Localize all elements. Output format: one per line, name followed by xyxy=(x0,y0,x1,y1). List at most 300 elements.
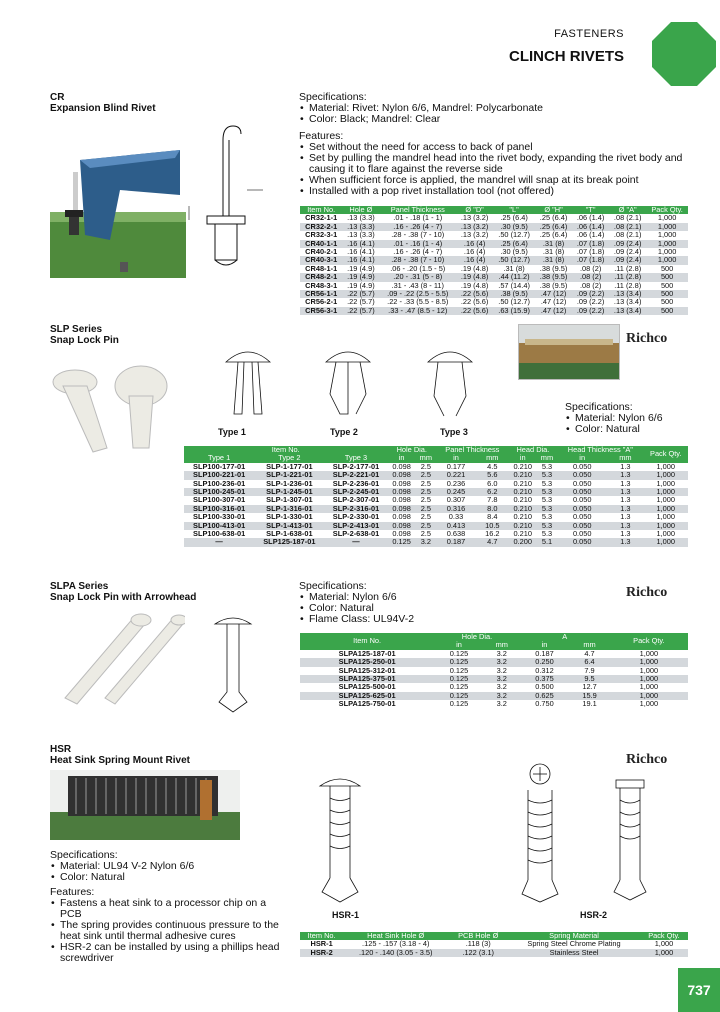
table-cell: SLP-2-316-01 xyxy=(324,505,387,513)
slp-sub-mm: mm xyxy=(537,454,557,462)
table-cell: .01 - .16 (1 - 4) xyxy=(379,240,456,248)
table-cell: 5.3 xyxy=(537,505,557,513)
table-cell: .30 (9.5) xyxy=(500,247,528,257)
table-cell: 0.098 xyxy=(392,512,411,522)
table-cell: .31 (8) xyxy=(503,263,525,273)
table-cell: SLP100-638-01 xyxy=(193,529,246,539)
table-cell: 1.3 xyxy=(607,505,643,513)
table-cell: .06 (1.4) xyxy=(572,223,609,231)
table-cell: SLPA125-187-01 xyxy=(338,648,396,658)
hsr-feature-2: • The spring provides continuous pressure to the heat sink until thermal adhesive cures xyxy=(60,920,290,942)
table-cell: SLP100-307-01 xyxy=(193,495,246,505)
page-title: CLINCH RIVETS xyxy=(508,48,624,65)
table-cell: 0.187 xyxy=(535,648,554,658)
table-cell: 3.2 xyxy=(496,665,507,675)
table-cell: .47 (12) xyxy=(535,290,572,298)
table-cell: 1.3 xyxy=(620,529,631,539)
table-cell: CR32-3-1 xyxy=(305,230,338,240)
table-cell: 0.098 xyxy=(388,488,416,496)
table-cell: SLP125-187-01 xyxy=(254,538,324,546)
table-cell: 0.625 xyxy=(520,692,570,700)
cr-th-t: "T" xyxy=(572,206,609,214)
table-cell: .22 (5.7) xyxy=(342,290,379,298)
table-row xyxy=(184,496,688,504)
table-cell: 0.050 xyxy=(557,471,607,479)
slpa-specifications xyxy=(299,581,599,625)
table-cell: 3.2 xyxy=(484,692,520,700)
table-cell: 500 xyxy=(646,307,688,315)
table-cell: SLP-2-330-01 xyxy=(332,512,380,522)
table-cell: 0.050 xyxy=(572,529,592,539)
hsr2-caption: HSR-2 xyxy=(580,910,608,920)
table-cell: CR40-2-1 xyxy=(305,247,338,257)
slp-code: SLP Series xyxy=(50,324,103,335)
table-cell: CR32-1-1 xyxy=(305,213,338,223)
hsr-richco-logo: Richco xyxy=(626,752,668,767)
table-cell: 0.050 xyxy=(572,461,592,471)
table-cell: 0.098 xyxy=(392,529,411,539)
table-cell: SLP-1-245-01 xyxy=(254,488,324,496)
table-cell: .50 (12.7) xyxy=(493,256,535,264)
table-cell: SLP100-413-01 xyxy=(184,522,254,530)
table-cell: 1,000 xyxy=(656,478,676,488)
table-cell: .19 (4.9) xyxy=(342,273,379,281)
page-number: 737 xyxy=(678,968,720,1012)
table-cell: 6.0 xyxy=(487,478,498,488)
table-cell: SLP-2-221-01 xyxy=(324,471,387,479)
slp-sub-in: in xyxy=(388,454,416,462)
slpa-sub-mm: mm xyxy=(484,641,520,649)
table-cell: .11 (2.8) xyxy=(609,273,646,281)
table-cell: SLP-1-236-01 xyxy=(266,478,313,488)
table-cell: 12.7 xyxy=(582,682,597,692)
table-cell: .08 (2) xyxy=(579,280,602,290)
slp-sub-in: in xyxy=(436,454,476,462)
table-cell: 0.050 xyxy=(572,478,592,488)
slpa-th-hole: Hole Dia. xyxy=(434,633,520,641)
table-cell: .09 (2.2) xyxy=(576,297,605,307)
table-cell: .19 (4.8) xyxy=(460,263,489,273)
table-cell: 1,000 xyxy=(644,488,688,496)
table-cell: 1.3 xyxy=(607,488,643,496)
cr-th-l: "L" xyxy=(493,206,535,214)
table-cell: 9.5 xyxy=(569,675,609,683)
table-cell: 0.098 xyxy=(392,495,411,505)
table-cell: .33 - .47 (8.5 - 12) xyxy=(379,307,456,315)
hsr-th-pack: Pack Qty. xyxy=(640,932,688,940)
table-cell: .28 - .38 (7 - 10) xyxy=(379,256,456,264)
table-cell: 0.200 xyxy=(509,538,537,546)
table-row xyxy=(300,700,688,708)
table-cell: SLP-2-245-01 xyxy=(324,488,387,496)
table-cell: — xyxy=(184,538,254,546)
table-cell: 0.050 xyxy=(572,495,592,505)
table-cell: SLP100-316-01 xyxy=(184,505,254,513)
table-cell: 0.210 xyxy=(513,512,532,522)
slpa-th-a: A xyxy=(520,633,610,641)
table-cell: .16 (4) xyxy=(456,240,493,248)
slp-table xyxy=(184,446,688,547)
hsr-features-list xyxy=(50,898,290,964)
hsr-spec-color: • Color: Natural xyxy=(60,872,290,883)
table-cell: .13 (3.2) xyxy=(460,213,489,223)
slp-th-item: Item No. xyxy=(184,446,388,454)
table-cell: 0.245 xyxy=(436,488,476,496)
table-cell: .120 - .140 (3.05 - 3.5) xyxy=(343,949,448,957)
table-cell: .13 (3.3) xyxy=(347,230,375,240)
table-cell: CR56-2-1 xyxy=(305,297,338,307)
slp-installed-photo xyxy=(518,324,620,380)
table-cell: 1.3 xyxy=(620,512,631,522)
table-row xyxy=(184,488,688,496)
table-cell: 0.312 xyxy=(535,665,554,675)
slp-product-photo xyxy=(45,356,175,456)
table-cell: .25 (6.4) xyxy=(535,223,572,231)
table-cell: 3.2 xyxy=(484,658,520,666)
table-cell: .22 (5.7) xyxy=(342,307,379,315)
table-cell: .47 (12) xyxy=(535,307,572,315)
hsr-table-body xyxy=(300,940,688,957)
table-cell: 0.638 xyxy=(446,529,466,539)
table-cell: .25 (6.4) xyxy=(539,213,568,223)
slp-spec-list xyxy=(565,413,705,435)
table-cell: .22 (5.7) xyxy=(347,297,375,307)
table-cell: 5.3 xyxy=(537,471,557,479)
table-cell: 0.098 xyxy=(392,478,411,488)
table-cell: CR48-3-1 xyxy=(305,280,338,290)
table-cell: 0.125 xyxy=(449,648,469,658)
table-cell: .118 (3) xyxy=(465,939,491,949)
slp-spec-material: • Material: Nylon 6/6 xyxy=(575,413,705,424)
table-cell: SLP100-245-01 xyxy=(184,488,254,496)
table-row xyxy=(184,522,688,530)
table-cell: 2.5 xyxy=(420,478,431,488)
table-cell: 1,000 xyxy=(654,939,674,949)
slp-sub-in: in xyxy=(557,454,607,462)
table-cell: 1,000 xyxy=(656,461,676,471)
table-cell: .30 (9.5) xyxy=(493,223,535,231)
table-cell: CR40-3-1 xyxy=(300,256,342,264)
table-row xyxy=(300,949,688,957)
table-cell: .13 (3.2) xyxy=(456,223,493,231)
slpa-sub-mm: mm xyxy=(569,641,609,649)
slp-spec-color: • Color: Natural xyxy=(575,424,705,435)
table-cell: .125 - .157 (3.18 - 4) xyxy=(362,939,430,949)
table-cell: .16 (4.1) xyxy=(342,240,379,248)
hsr-feature-1: • Fastens a heat sink to a processor chip on a PCB xyxy=(60,898,290,920)
table-cell: .07 (1.8) xyxy=(572,240,609,248)
table-cell: SLP-2-177-01 xyxy=(332,461,380,471)
hsr-spec-heading: Specifications: xyxy=(50,849,118,861)
table-cell: 0.210 xyxy=(509,522,537,530)
table-cell: .16 (4.1) xyxy=(347,247,375,257)
table-cell: .09 (2.4) xyxy=(609,240,646,248)
table-cell: 1,000 xyxy=(639,648,659,658)
hsr-features-heading: Features: xyxy=(50,886,95,898)
table-cell: .19 (4.8) xyxy=(460,280,489,290)
table-cell: 1.3 xyxy=(620,461,631,471)
hsr-spec-material: • Material: UL94 V-2 Nylon 6/6 xyxy=(60,861,290,872)
table-cell: 16.2 xyxy=(485,529,500,539)
table-cell: 5.3 xyxy=(541,495,553,505)
table-cell: 0.098 xyxy=(388,522,416,530)
hsr-table xyxy=(300,932,688,957)
cr-features-heading: Features: xyxy=(299,130,344,142)
table-cell: 1,000 xyxy=(657,213,677,223)
table-cell: .47 (12) xyxy=(540,297,567,307)
table-cell: 1,000 xyxy=(656,529,676,539)
hsr-specifications xyxy=(50,850,290,964)
table-cell: SLPA125-625-01 xyxy=(300,692,434,700)
cr-spec-heading: Specifications: xyxy=(299,91,367,103)
slp-type2-caption: Type 2 xyxy=(330,427,358,437)
table-cell: 7.8 xyxy=(487,495,498,505)
table-cell: 6.2 xyxy=(476,488,509,496)
table-cell: 1,000 xyxy=(644,538,688,546)
table-cell: 1.3 xyxy=(607,522,643,530)
table-cell: CR56-3-1 xyxy=(300,307,342,315)
table-cell: 0.316 xyxy=(436,505,476,513)
table-cell: .01 - .18 (1 - 1) xyxy=(393,213,443,223)
table-cell: .08 (2.1) xyxy=(609,223,646,231)
table-cell: 0.050 xyxy=(572,512,592,522)
cr-feature-1: • Set without the need for access to back of panel xyxy=(309,142,689,153)
table-cell: 1,000 xyxy=(646,256,688,264)
table-cell: .06 (1.4) xyxy=(576,230,605,240)
table-row xyxy=(184,505,688,513)
slp-type3-caption: Type 3 xyxy=(440,427,468,437)
table-cell: .07 (1.8) xyxy=(572,256,609,264)
table-cell: .08 (2) xyxy=(579,263,602,273)
slpa-richco-logo: Richco xyxy=(626,585,668,600)
table-cell: Spring Steel Chrome Plating xyxy=(527,939,621,949)
hsr1-technical-drawing xyxy=(300,768,420,913)
hsr-code: HSR xyxy=(50,744,72,755)
slp-th-headthk: Head Thickness "A" xyxy=(557,446,643,454)
table-cell: 1,000 xyxy=(644,505,688,513)
table-cell: .13 (3.3) xyxy=(342,223,379,231)
table-cell: .13 (3.3) xyxy=(347,213,375,223)
table-cell: 2.5 xyxy=(420,512,431,522)
slp-title: Snap Lock Pin xyxy=(50,335,119,346)
table-cell: 0.210 xyxy=(509,505,537,513)
table-cell: 500 xyxy=(660,263,674,273)
table-cell: 1,000 xyxy=(644,471,688,479)
table-cell: .09 (2.2) xyxy=(572,307,609,315)
table-cell: .06 - .20 (1.5 - 5) xyxy=(390,263,446,273)
table-cell: .16 - .26 (4 - 7) xyxy=(379,223,456,231)
table-cell: 0.050 xyxy=(557,538,607,546)
table-cell: 6.4 xyxy=(569,658,609,666)
table-cell: 5.3 xyxy=(541,529,553,539)
slp-sub-mm: mm xyxy=(476,454,509,462)
cr-specifications xyxy=(299,92,689,197)
table-cell: .09 (2.4) xyxy=(613,247,642,257)
hsr-feature-3: • HSR-2 can be installed by using a phillips head screwdriver xyxy=(60,942,290,964)
table-cell: .16 (4.1) xyxy=(342,256,379,264)
cr-th-pack: Pack Qty. xyxy=(646,206,688,214)
slp-specifications xyxy=(565,402,705,435)
cr-th-d: Ø "D" xyxy=(456,206,493,214)
table-cell: .08 (2.1) xyxy=(613,230,642,240)
table-cell: .09 - .22 (2.5 - 5.5) xyxy=(379,290,456,298)
cr-title: Expansion Blind Rivet xyxy=(50,103,156,114)
slp-sub-mm: mm xyxy=(607,454,643,462)
table-cell: 0.098 xyxy=(388,505,416,513)
table-cell: 5.3 xyxy=(541,461,553,471)
table-cell: .16 - .26 (4 - 7) xyxy=(393,247,443,257)
table-cell: 15.9 xyxy=(569,692,609,700)
slp-type1-caption: Type 1 xyxy=(218,427,246,437)
table-cell: 1,000 xyxy=(656,495,676,505)
table-cell: 19.1 xyxy=(582,699,597,709)
table-cell: 3.2 xyxy=(496,699,507,709)
table-cell: 0.050 xyxy=(557,488,607,496)
table-cell: .22 (5.6) xyxy=(456,307,493,315)
cr-spec-material: • Material: Rivet: Nylon 6/6, Mandrel: Polycarbonate xyxy=(309,103,689,114)
table-cell: 4.7 xyxy=(476,538,509,546)
table-cell: SLP-1-316-01 xyxy=(254,505,324,513)
slpa-spec-list xyxy=(299,592,599,625)
slpa-spec-material: • Material: Nylon 6/6 xyxy=(309,592,599,603)
table-cell: 1,000 xyxy=(610,675,688,683)
slp-table-body xyxy=(184,463,688,547)
table-cell: .31 (8) xyxy=(542,247,565,257)
table-cell: .22 (5.6) xyxy=(460,297,489,307)
table-cell: 2.5 xyxy=(416,471,436,479)
hsr1-caption: HSR-1 xyxy=(332,910,360,920)
table-cell: .08 (2.1) xyxy=(613,213,642,223)
slp-sub-in: in xyxy=(509,454,537,462)
hsr-th-heatsink: Heat Sink Hole Ø xyxy=(343,932,448,940)
table-cell: HSR-1 xyxy=(310,939,333,949)
cr-th-h: Ø "H" xyxy=(535,206,572,214)
table-cell: .13 (3.4) xyxy=(613,297,642,307)
table-cell: CR48-1-1 xyxy=(305,263,338,273)
table-cell: SLP100-330-01 xyxy=(193,512,246,522)
table-row xyxy=(184,463,688,471)
table-cell: — xyxy=(324,538,387,546)
slpa-sub-in: in xyxy=(520,641,570,649)
cr-product-photo xyxy=(50,150,186,278)
table-cell: .44 (11.2) xyxy=(493,273,535,281)
slpa-table-body xyxy=(300,650,688,709)
table-cell: 0.098 xyxy=(388,471,416,479)
table-cell: 2.5 xyxy=(420,495,431,505)
table-cell: 2.5 xyxy=(416,522,436,530)
cr-th-item: Item No. xyxy=(300,206,342,214)
table-cell: SLP-1-177-01 xyxy=(266,461,313,471)
table-cell: 1.3 xyxy=(607,471,643,479)
table-cell: 1,000 xyxy=(644,522,688,530)
table-cell: .13 (3.2) xyxy=(460,230,489,240)
table-cell: 5.3 xyxy=(537,522,557,530)
hsr-product-photo xyxy=(50,770,240,840)
table-cell: 0.375 xyxy=(520,675,570,683)
table-cell: .09 (2.2) xyxy=(572,290,609,298)
table-cell: .22 (5.6) xyxy=(456,290,493,298)
table-cell: 0.500 xyxy=(535,682,554,692)
table-cell: .16 (4) xyxy=(463,247,486,257)
table-cell: 2.5 xyxy=(420,529,431,539)
table-cell: CR48-2-1 xyxy=(300,273,342,281)
table-cell: 8.4 xyxy=(487,512,498,522)
table-cell: .31 (8) xyxy=(535,240,572,248)
table-cell: .20 - .31 (5 - 8) xyxy=(379,273,456,281)
table-cell: 0.210 xyxy=(509,488,537,496)
table-cell: 1,000 xyxy=(639,699,659,709)
table-cell: 0.210 xyxy=(513,478,532,488)
table-cell: .22 - .33 (5.5 - 8.5) xyxy=(387,297,449,307)
table-cell: 500 xyxy=(646,273,688,281)
hsr2-technical-drawings xyxy=(490,760,690,910)
table-cell: .38 (9.5) xyxy=(493,290,535,298)
table-row xyxy=(300,307,688,315)
table-cell: 5.1 xyxy=(537,538,557,546)
table-cell: .28 - .38 (7 - 10) xyxy=(391,230,445,240)
table-cell: .57 (14.4) xyxy=(498,280,530,290)
table-cell: 2.5 xyxy=(416,488,436,496)
table-cell: 4.5 xyxy=(487,461,498,471)
table-cell: 0.125 xyxy=(449,682,469,692)
table-cell: .13 (3.4) xyxy=(609,307,646,315)
hsr-th-item: Item No. xyxy=(300,932,343,940)
slpa-spec-heading: Specifications: xyxy=(299,580,367,592)
cr-th-panel: Panel Thickness xyxy=(379,206,456,214)
table-row xyxy=(184,513,688,521)
table-cell: SLP-1-413-01 xyxy=(254,522,324,530)
table-cell: 1,000 xyxy=(657,247,677,257)
slpa-th-pack: Pack Qty. xyxy=(610,633,688,650)
cr-spec-list xyxy=(299,103,689,125)
table-cell: .13 (3.4) xyxy=(609,290,646,298)
table-cell: 10.5 xyxy=(476,522,509,530)
table-cell: 500 xyxy=(660,297,674,307)
slp-richco-logo: Richco xyxy=(626,331,668,346)
table-cell: Stainless Steel xyxy=(508,949,640,957)
table-cell: SLP-2-413-01 xyxy=(324,522,387,530)
cr-technical-drawing xyxy=(185,120,275,300)
slpa-th-item: Item No. xyxy=(300,633,434,650)
table-cell: 0.236 xyxy=(446,478,466,488)
table-cell: .50 (12.7) xyxy=(498,297,530,307)
table-cell: SLP-2-638-01 xyxy=(332,529,380,539)
cr-spec-color: • Color: Black; Mandrel: Clear xyxy=(309,114,689,125)
table-row xyxy=(184,530,688,538)
table-cell: SLPA125-375-01 xyxy=(300,675,434,683)
table-cell: 0.125 xyxy=(449,699,469,709)
table-cell: 1.3 xyxy=(620,478,631,488)
table-cell: .25 (6.4) xyxy=(500,213,528,223)
table-cell: 500 xyxy=(660,280,674,290)
cr-th-a: Ø "A" xyxy=(609,206,646,214)
table-cell: .11 (2.8) xyxy=(614,263,642,273)
table-cell: 0.210 xyxy=(513,461,532,471)
table-cell: 1.3 xyxy=(620,495,631,505)
hsr-th-pcb: PCB Hole Ø xyxy=(448,932,508,940)
table-cell: 0.33 xyxy=(448,512,464,522)
table-cell: SLPA125-312-01 xyxy=(338,665,396,675)
table-cell: 0.210 xyxy=(509,471,537,479)
octagon-logo-icon xyxy=(652,22,716,86)
table-cell: 2.5 xyxy=(416,505,436,513)
table-cell: 0.187 xyxy=(436,538,476,546)
table-cell: 1,000 xyxy=(656,512,676,522)
slpa-sub-in: in xyxy=(434,641,484,649)
table-cell: SLP-2-236-01 xyxy=(332,478,380,488)
hsr-title: Heat Sink Spring Mount Rivet xyxy=(50,755,191,766)
table-cell: 3.2 xyxy=(496,682,507,692)
